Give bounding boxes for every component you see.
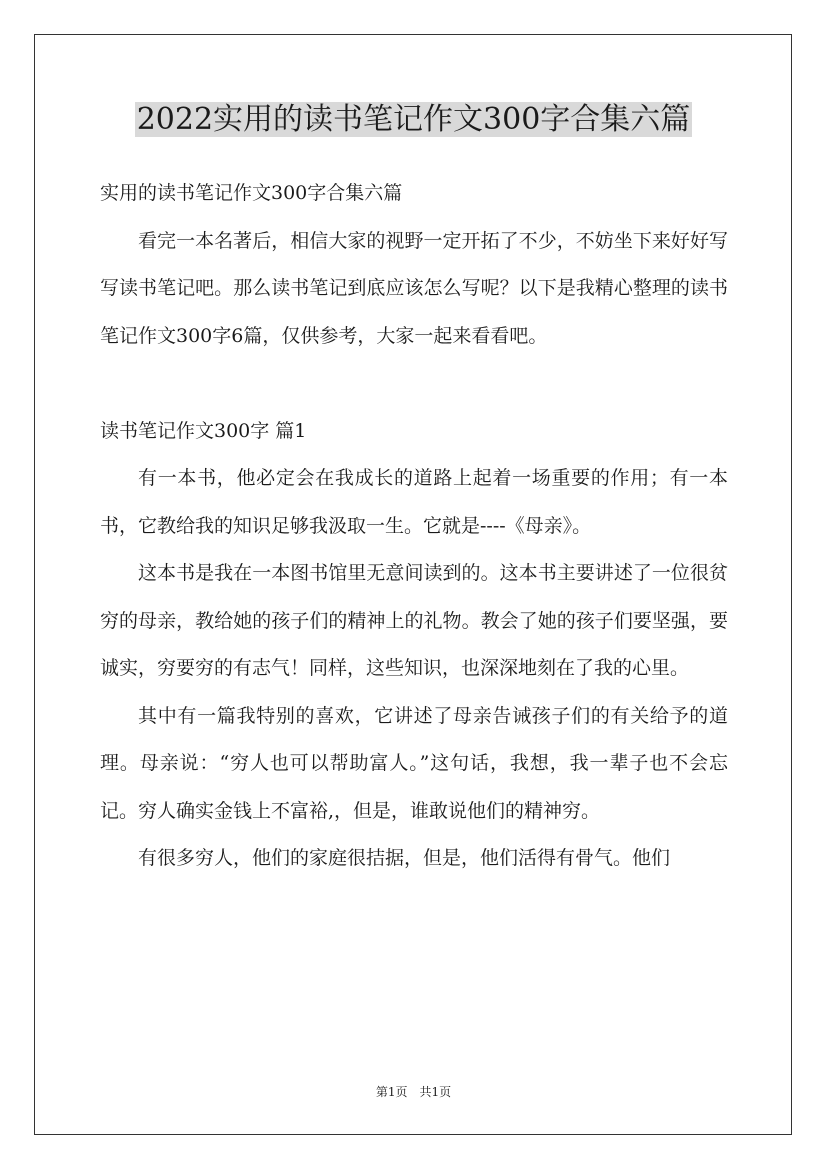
page-footer: 第1页 共1页: [375, 1085, 452, 1099]
body-paragraph-4: 有很多穷人，他们的家庭很拮据，但是，他们活得有骨气。他们: [138, 847, 671, 869]
document-title: [0, 98, 827, 142]
document-body: [100, 170, 728, 883]
document-title-text: 2022实用的读书笔记作文300字合集六篇: [136, 102, 691, 137]
paragraph-gap: [100, 360, 728, 408]
body-paragraph-1: 有一本书，他必定会在我成长的道路上起着一场重要的作用；有一本书，它教给我的知识足够我汲取一生。它就是----《母亲》。: [100, 467, 728, 537]
body-paragraph-3: 其中有一篇我特别的喜欢，它讲述了母亲告诫孩子们的有关给予的道理。母亲说：“穷人也可以帮助富人。”这句话，我想，我一辈子也不会忘记。穷人确实金钱上不富裕,，但是，谁敢说他们的精神穷。: [100, 704, 728, 822]
body-paragraph-2: 这本书是我在一本图书馆里无意间读到的。这本书主要讲述了一位很贫穷的母亲，教给她的孩子们的精神上的礼物。教会了她的孩子们要坚强，要诚实，穷要穷的有志气！同样，这些知识，也深深地刻在了我的心里。: [100, 562, 728, 679]
intro-paragraph: 看完一本名著后，相信大家的视野一定开拓了不少，不妨坐下来好好写写读书笔记吧。那么读书笔记到底应该怎么写呢？以下是我精心整理的读书笔记作文300字6篇，仅供参考，大家一起来看看吧。: [100, 229, 728, 347]
document-subtitle: 实用的读书笔记作文300字合集六篇: [100, 182, 403, 204]
section-heading: 读书笔记作文300字 篇1: [100, 419, 307, 442]
